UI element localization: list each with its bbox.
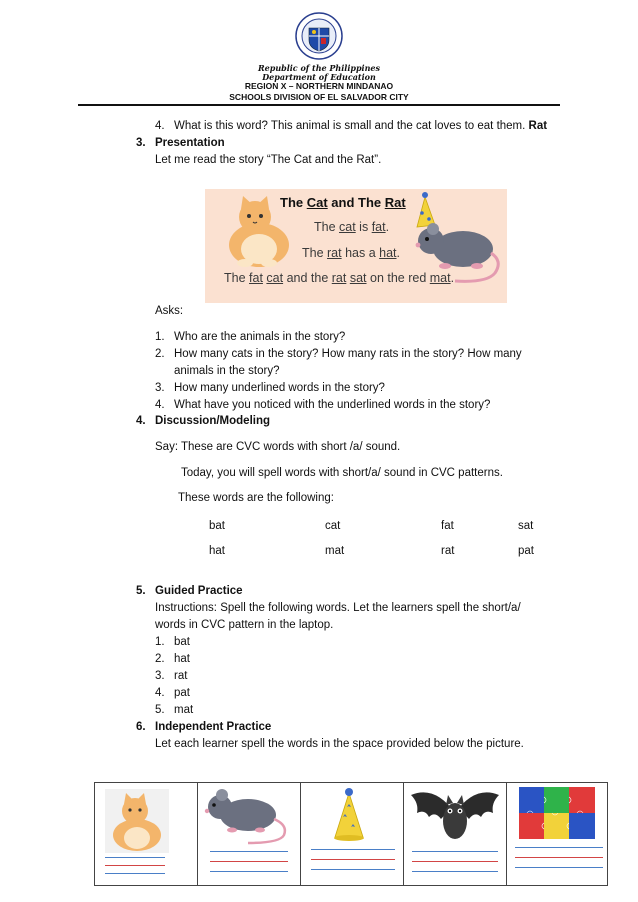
guided-instructions-2: words in CVC pattern in the laptop. xyxy=(155,619,334,631)
presentation-title: Presentation xyxy=(155,137,225,149)
word-fat: fat xyxy=(441,520,454,532)
independent-number: 6. xyxy=(136,721,146,733)
writing-line-bottom xyxy=(515,867,603,868)
cat-icon xyxy=(105,789,169,853)
independent-title: Independent Practice xyxy=(155,721,272,733)
guided-number: 5. xyxy=(136,585,146,597)
guided-title: Guided Practice xyxy=(155,585,243,597)
writing-line-mid xyxy=(515,857,603,858)
writing-line-top xyxy=(105,857,165,858)
party-hat-icon xyxy=(329,787,369,843)
writing-line-top xyxy=(210,851,288,852)
guided-item-3: rat xyxy=(174,670,188,682)
writing-line-mid xyxy=(105,865,165,866)
guided-item-4-number: 4. xyxy=(155,687,165,699)
bat-icon xyxy=(408,785,502,847)
guided-item-1: bat xyxy=(174,636,190,648)
writing-line-mid xyxy=(412,861,498,862)
story-line-1: The cat is fat. xyxy=(314,220,390,234)
discussion-say: Say: These are CVC words with short /a/ sound. xyxy=(155,441,401,453)
writing-line-mid xyxy=(311,859,395,860)
header-divider xyxy=(78,104,560,106)
picture-cell-cat xyxy=(95,783,198,886)
guided-item-5: mat xyxy=(174,704,194,716)
ask-1-text: Who are the animals in the story? xyxy=(174,331,346,343)
ask-3-number: 3. xyxy=(155,382,165,394)
ask-1-number: 1. xyxy=(155,331,165,343)
independent-instructions: Let each learner spell the words in the space provided below the picture. xyxy=(155,738,524,750)
discussion-today: Today, you will spell words with short/a/ sound in CVC patterns. xyxy=(181,467,503,479)
word-bat: bat xyxy=(209,520,225,532)
word-rat: rat xyxy=(441,545,455,557)
word-mat: mat xyxy=(325,545,345,557)
discussion-number: 4. xyxy=(136,415,146,427)
story-illustration xyxy=(205,189,507,303)
guided-item-1-number: 1. xyxy=(155,636,165,648)
ask-4-text: What have you noticed with the underlined words in the story? xyxy=(174,399,491,411)
guided-item-2-number: 2. xyxy=(155,653,165,665)
presentation-number: 3. xyxy=(136,137,146,149)
writing-line-bottom xyxy=(105,873,165,874)
writing-line-bottom xyxy=(412,871,498,872)
mat-icon xyxy=(519,787,595,839)
story-line-2: The rat has a hat. xyxy=(302,246,401,260)
division-line: SCHOOLS DIVISION OF EL SALVADOR CITY xyxy=(229,92,409,102)
q4-question xyxy=(174,118,547,135)
q4-answer: Rat xyxy=(528,120,548,132)
presentation-intro: Let me read the story “The Cat and the Rat”. xyxy=(155,154,382,166)
writing-line-mid xyxy=(210,861,288,862)
discussion-title: Discussion/Modeling xyxy=(155,415,271,427)
writing-line-top xyxy=(515,847,603,848)
rat-icon xyxy=(200,785,298,847)
picture-cell-rat xyxy=(198,783,301,886)
picture-cell-hat xyxy=(301,783,404,886)
guided-instructions-1: Instructions: Spell the following words. Let the learners spell the short/a/ xyxy=(155,602,521,614)
story-title: The Cat and The Rat xyxy=(280,195,406,210)
picture-spelling-table xyxy=(94,782,608,886)
region-line: REGION X – NORTHERN MINDANAO xyxy=(244,81,394,91)
q4-number: 4. xyxy=(155,120,165,132)
guided-item-2: hat xyxy=(174,653,190,665)
writing-line-top xyxy=(311,849,395,850)
writing-line-bottom xyxy=(311,869,395,870)
republic-line: Republic of the Philippines xyxy=(257,63,380,73)
picture-cell-bat xyxy=(404,783,507,886)
story-line-3: The fat cat and the rat sat on the red mat. xyxy=(224,271,455,285)
writing-line-bottom xyxy=(210,871,288,872)
word-cat: cat xyxy=(325,520,341,532)
word-sat: sat xyxy=(518,520,534,532)
word-pat: pat xyxy=(518,545,534,557)
ask-2-number: 2. xyxy=(155,348,165,360)
ask-2-text: How many cats in the story? How many rats in the story? How many xyxy=(174,348,522,360)
guided-item-5-number: 5. xyxy=(155,704,165,716)
picture-cell-mat xyxy=(507,783,608,886)
word-hat: hat xyxy=(209,545,225,557)
department-line: Department of Education xyxy=(262,72,376,82)
guided-item-4: pat xyxy=(174,687,190,699)
discussion-these: These words are the following: xyxy=(178,492,334,504)
ask-3-text: How many underlined words in the story? xyxy=(174,382,385,394)
deped-seal-logo xyxy=(295,12,343,60)
q4-text: What is this word? This animal is small and the cat loves to eat them. xyxy=(174,120,526,132)
writing-line-top xyxy=(412,851,498,852)
guided-item-3-number: 3. xyxy=(155,670,165,682)
ask-2-continuation: animals in the story? xyxy=(174,365,280,377)
asks-label: Asks: xyxy=(155,305,184,317)
ask-4-number: 4. xyxy=(155,399,165,411)
